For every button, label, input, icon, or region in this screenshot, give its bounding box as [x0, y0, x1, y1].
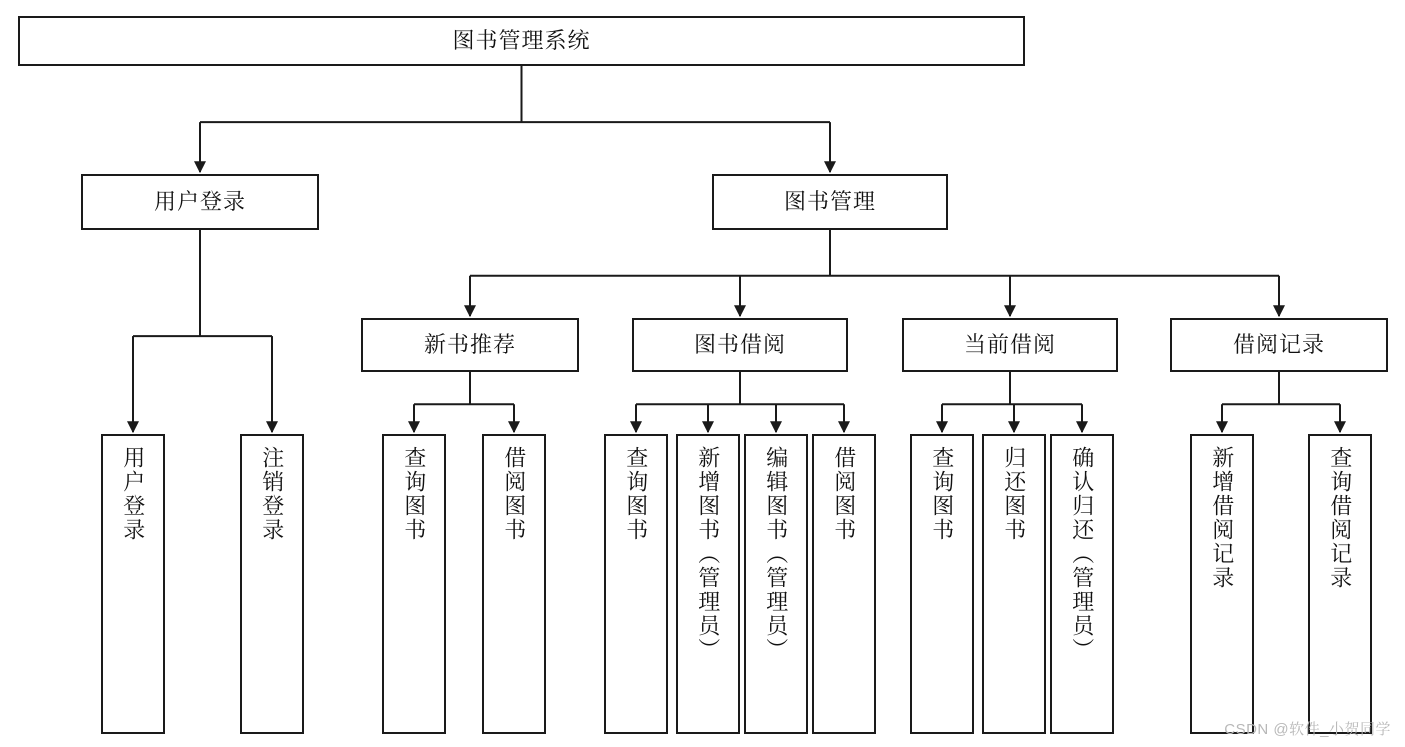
node-login: 用户登录: [81, 174, 319, 230]
node-current: 当前借阅: [902, 318, 1118, 372]
node-b4: 借阅图书: [812, 434, 876, 734]
node-bookmgmt: 图书管理: [712, 174, 948, 230]
node-b3: 编辑图书（管理员）: [744, 434, 808, 734]
node-n1: 查询图书: [382, 434, 446, 734]
node-r1: 新增借阅记录: [1190, 434, 1254, 734]
node-record: 借阅记录: [1170, 318, 1388, 372]
node-root: 图书管理系统: [18, 16, 1025, 66]
node-b2: 新增图书（管理员）: [676, 434, 740, 734]
node-borrow: 图书借阅: [632, 318, 848, 372]
node-c2: 归还图书: [982, 434, 1046, 734]
node-r2: 查询借阅记录: [1308, 434, 1372, 734]
node-newbook: 新书推荐: [361, 318, 579, 372]
node-c3: 确认归还（管理员）: [1050, 434, 1114, 734]
node-n2: 借阅图书: [482, 434, 546, 734]
node-b1: 查询图书: [604, 434, 668, 734]
node-c1: 查询图书: [910, 434, 974, 734]
node-l1: 用户登录: [101, 434, 165, 734]
node-l2: 注销登录: [240, 434, 304, 734]
watermark-label: CSDN @软件_小贺同学: [1224, 721, 1391, 738]
